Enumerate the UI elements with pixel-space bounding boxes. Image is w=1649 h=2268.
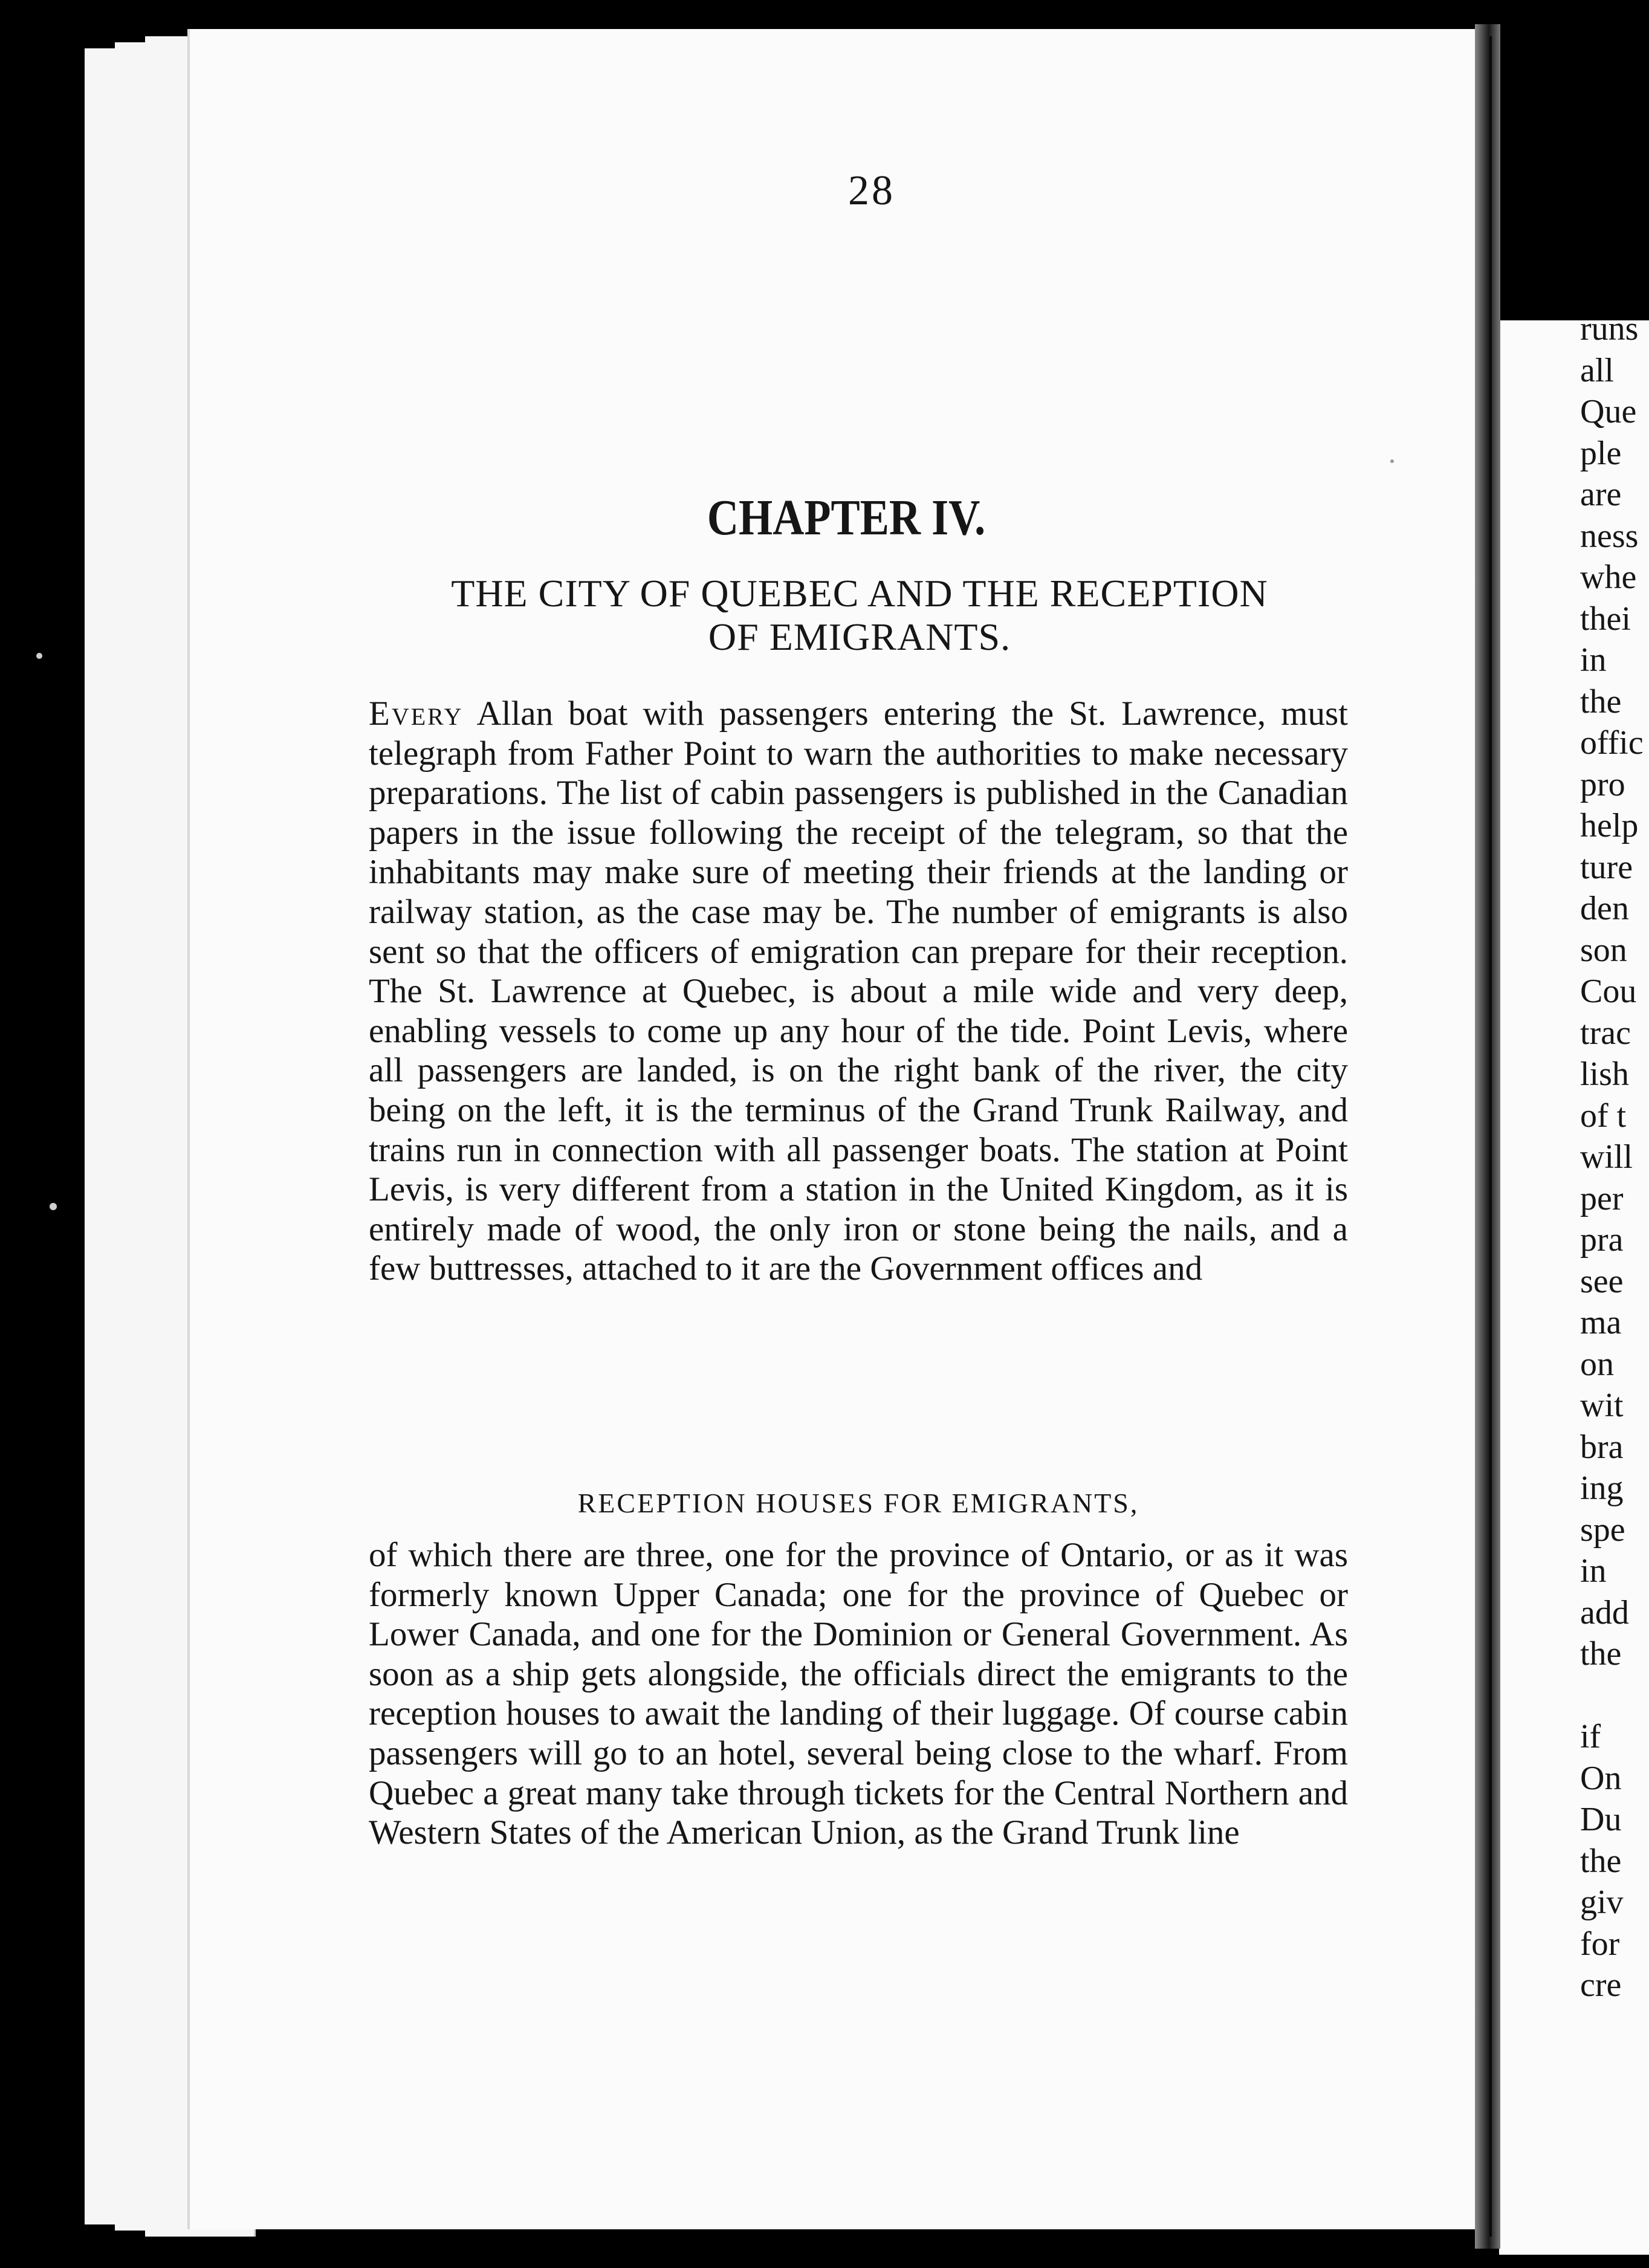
facing-page-line: ple (1580, 434, 1622, 472)
facing-page-line: will (1580, 1138, 1633, 1176)
facing-page-line: cre (1580, 1966, 1622, 2004)
facing-page-line: see (1580, 1262, 1624, 1300)
gutter-line (1489, 36, 1492, 2237)
facing-page-line: the (1580, 1635, 1622, 1673)
facing-page-line: son (1580, 931, 1627, 969)
facing-page-line: the (1580, 682, 1622, 721)
facing-page-line: per (1580, 1179, 1624, 1217)
facing-page-line: for (1580, 1925, 1620, 1963)
facing-page-line: on (1580, 1345, 1614, 1383)
paragraph-text: Allan boat with passengers entering the St. Lawrence, must telegraph from Father Point to warn the authorities to make necessary preparations. The list of cabin passengers is published in the Canadian papers in the issue following the receipt of the telegram, so that the inhabitants may make sure of meeting their friends at the landing or railway station, as the case may be. The number of emigrants is also sent so that the officers of emigration can prepare for their reception. The St. Lawrence at Quebec, is about a mile wide and very deep, enabling vessels to come up any hour of the tide. Point Levis, where all passengers are landed, is on the right bank of the river, the city being on the left, it is the terminus of the Grand Trunk Railway, and trains run in connection with all passenger boats. The station at Point Levis, is very different from a station in the United Kingdom, as it is entirely made of wood, the only iron or stone being the nails, and a few buttresses, attached to it are the Government offices and (369, 695, 1348, 1288)
facing-page-line: ness (1580, 517, 1639, 555)
facing-page-line: ing (1580, 1469, 1624, 1507)
facing-page-line: den (1580, 890, 1629, 927)
page-number: 28 (848, 167, 895, 214)
facing-page-line: of t (1580, 1097, 1627, 1135)
facing-page-line: runs (1580, 310, 1639, 348)
facing-page-line: whe (1580, 559, 1637, 596)
facing-page-line: ma (1580, 1304, 1622, 1341)
book-gutter (1475, 24, 1500, 2249)
section-heading: RECEPTION HOUSES FOR EMIGRANTS, (577, 1488, 1139, 1518)
chapter-subtitle-line: THE CITY OF QUEBEC AND THE RECEPTION (451, 572, 1268, 615)
scan-speck (1390, 459, 1394, 463)
facing-page-line: Du (1580, 1801, 1622, 1838)
facing-page-line: trac (1580, 1014, 1631, 1052)
facing-page-line: wit (1580, 1387, 1624, 1424)
facing-page-line: if (1580, 1718, 1601, 1755)
facing-page-line: add (1580, 1593, 1629, 1631)
facing-page-text-fragments (1580, 308, 1644, 2006)
facing-page-line: offic (1580, 724, 1644, 762)
chapter-subtitle-line: OF EMIGRANTS. (708, 615, 1011, 658)
facing-page-line: in (1580, 1552, 1607, 1590)
facing-page-line: help (1580, 807, 1639, 844)
chapter-subtitle (370, 572, 1349, 659)
facing-page-line: spe (1580, 1511, 1625, 1549)
facing-page-line: bra (1580, 1428, 1624, 1466)
facing-page-line: in (1580, 641, 1607, 679)
facing-page-line: Cou (1580, 973, 1637, 1010)
facing-page-line: thei (1580, 600, 1631, 638)
facing-page-line: On (1580, 1759, 1622, 1797)
facing-page-line (1580, 1675, 1644, 1717)
facing-page-line: are (1580, 476, 1622, 513)
facing-page-line: the (1580, 1842, 1622, 1880)
paragraph-reception-houses (369, 1535, 1348, 1853)
scan-speck (50, 1203, 57, 1210)
facing-page-line: giv (1580, 1884, 1624, 1921)
facing-page-line: all (1580, 351, 1614, 389)
facing-page-line: pra (1580, 1221, 1624, 1259)
facing-page-line: Que (1580, 393, 1637, 430)
facing-page-line: lish (1580, 1055, 1629, 1093)
facing-page-line: ture (1580, 848, 1633, 886)
facing-page-line: pro (1580, 765, 1625, 803)
paragraph-every-allan-boat (369, 694, 1348, 1289)
scan-speck (36, 653, 42, 659)
paragraph-text: of which there are three, one for the province of Ontario, or as it was formerly known Upper Canada; one for the province of Quebec or Lower Canada, and one for the Dominion or General Government. As soon as a ship gets alongside, the officials direct the emigrants to the reception houses to await the landing of their luggage. Of course cabin passengers will go to an hotel, several being close to the wharf. From Quebec a great many take through tickets for the Central Northern and Western States of the American Union, as the Grand Trunk line (369, 1536, 1348, 1852)
chapter-title: CHAPTER IV. (707, 490, 986, 546)
small-caps-opening: Every (369, 695, 464, 733)
